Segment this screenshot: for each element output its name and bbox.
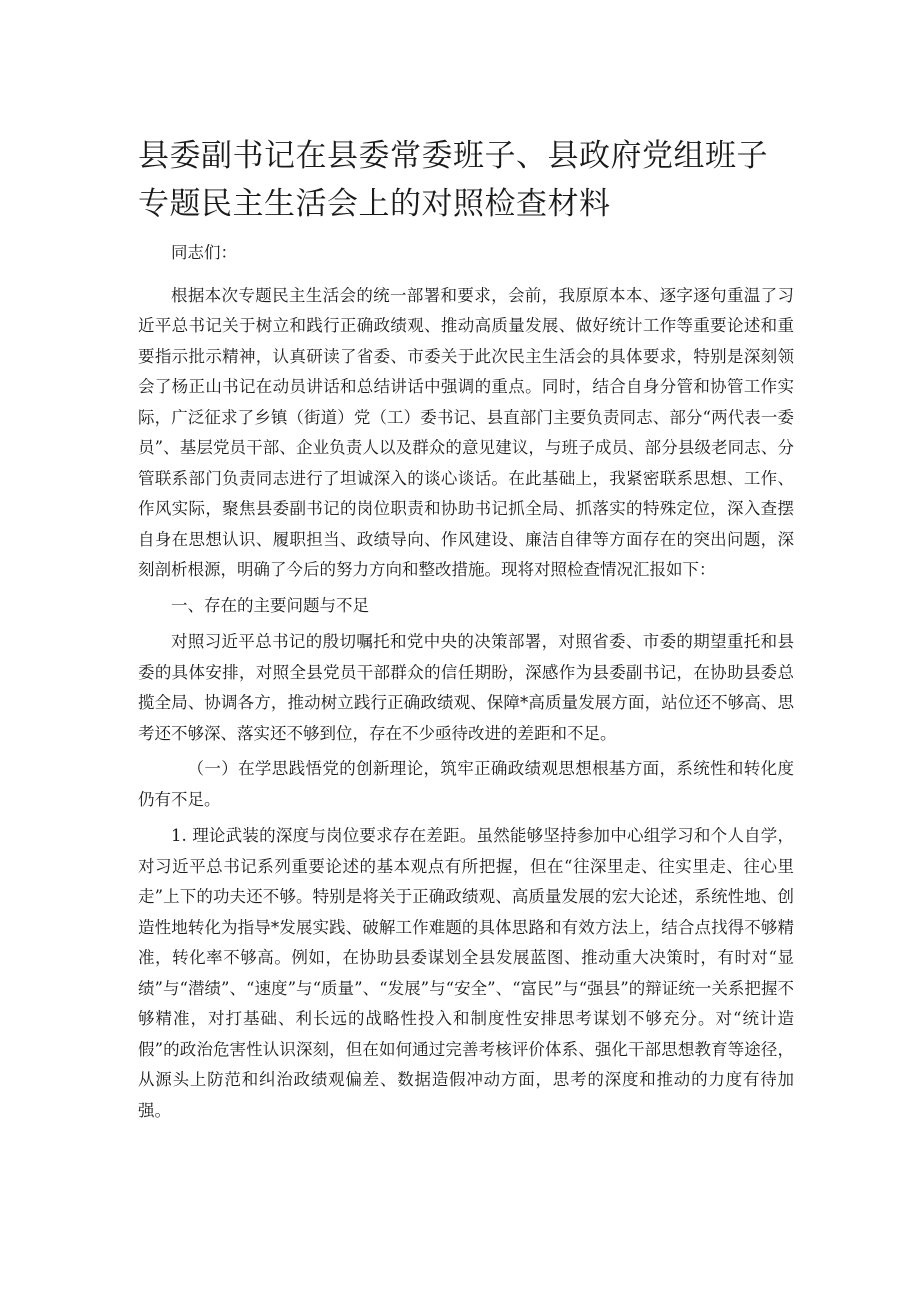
point-paragraph: 1. 理论武装的深度与岗位要求存在差距。虽然能够坚持参加中心组学习和个人自学，对习近平总书记系列重要论述的基本观点有所把握，但在“往深里走、往实里走、往心里走”上下的功夫还不够。特别是将关于正确政绩观、高质量发展的宏大论述，系统性地、创造性地转化为指导*发展实践、破解工作难题的具体思路和有效方法上，结合点找得不够精准，转化率不够高。例如，在协助县委谋划全县发展蓝图、推动重大决策时，有时对“显绩”与“潜绩”、“速度”与“质量”、“发展”与“安全”、“富民”与“强县”的辩证统一关系把握不够精准，对打基础、利长远的战略性投入和制度性安排思考谋划不够充分。对“统计造假”的政治危害性认识深刻，但在如何通过完善考核评价体系、强化干部思想教育等途径，从源头上防范和纠治政绩观偏差、数据造假冲动方面，思考的深度和推动的力度有待加强。 xyxy=(138,826,794,1120)
intro-paragraph: 根据本次专题民主生活会的统一部署和要求，会前，我原原本本、逐字逐句重温了习近平总书记关于树立和践行正确政绩观、推动高质量发展、做好统计工作等重要论述和重要指示批示精神，认真研读了省委、市委关于此次民主生活会的具体要求，特别是深刻领会了杨正山书记在动员讲话和总结讲话中强调的重点。同时，结合自身分管和协管工作实际，广泛征求了乡镇（街道）党（工）委书记、县直部门主要负责同志、部分“两代表一委员”、基层党员干部、企业负责人以及群众的意见建议，与班子成员、部分县级老同志、分管联系部门负责同志进行了坦诚深入的谈心谈话。在此基础上，我紧密联系思想、工作、作风实际，聚焦县委副书记的岗位职责和协助书记抓全局、抓落实的特殊定位，深入查摆自身在思想认识、履职担当、政绩导向、作风建设、廉洁自律等方面存在的突出问题，深刻剖析根源，明确了今后的努力方向和整改措施。现将对照检查情况汇报如下： xyxy=(138,285,794,579)
document-body xyxy=(138,238,794,1131)
document-title: 县委副书记在县委常委班子、县政府党组班子专题民主生活会上的对照检查材料 xyxy=(138,138,768,222)
section-intro-paragraph: 对照习近平总书记的殷切嘱托和党中央的决策部署，对照省委、市委的期望重托和县委的具体安排，对照全县党员干部群众的信任期盼，深感作为县委副书记，在协助县委总揽全局、协调各方，推动树立践行正确政绩观、保障*高质量发展方面，站位还不够高、思考还不够深、落实还不够到位，存在不少亟待改进的差距和不足。 xyxy=(138,632,794,743)
salutation: 同志们： xyxy=(171,243,237,262)
subsection-heading: （一）在学思践悟党的创新理论，筑牢正确政绩观思想根基方面，系统性和转化度仍有不足。 xyxy=(138,759,794,809)
section-heading: 一、存在的主要问题与不足 xyxy=(171,595,369,615)
